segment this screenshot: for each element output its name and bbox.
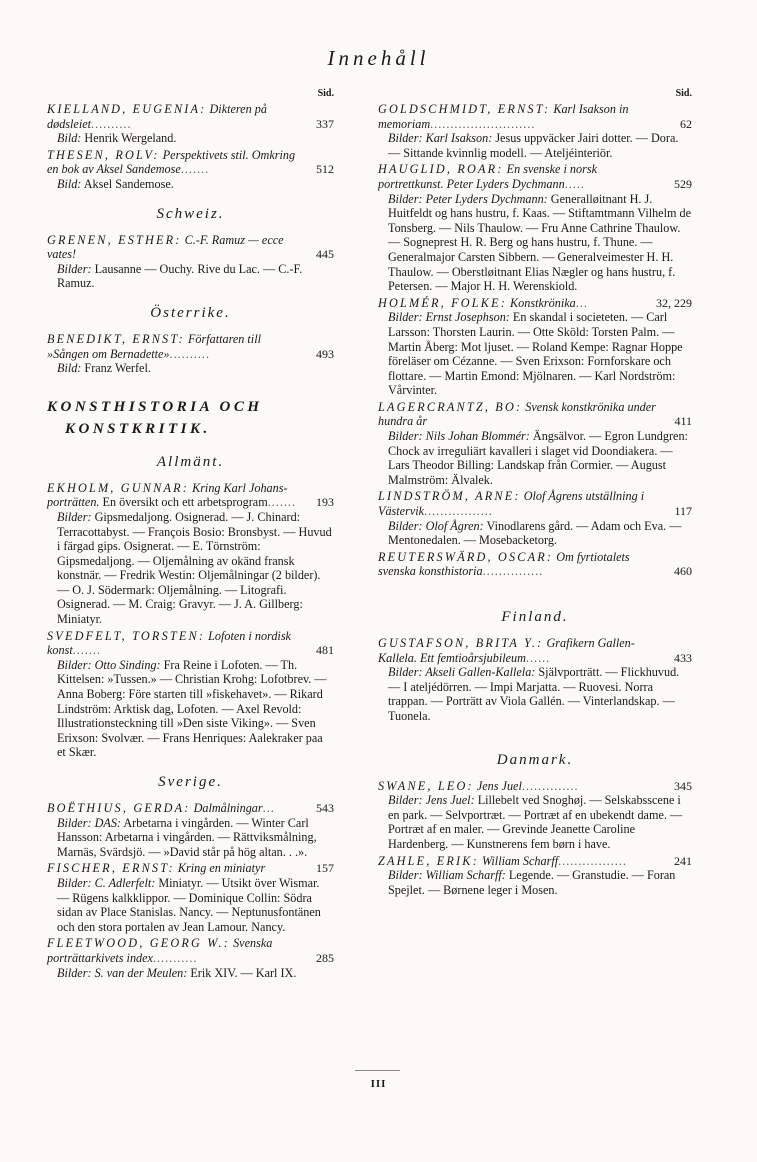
section-heading: Danmark.	[496, 751, 574, 768]
entry-author: KIELLAND, EUGENIA:	[47, 102, 207, 116]
entry-author: FISCHER, ERNST:	[47, 861, 175, 876]
entry-details: Gipsmedaljong. Osignerad. — J. Chinard: Terracottabyst. — François Bosio: Bronsbyst. — Huvud i färgad gips. Osignerat. — E. Törnström: Gipsmedaljong. — Oljemålning av okänd fransk konstnär. — Fredrik Westin: Oljemålningar (2 bilder). — O. J. Södermark: Oljemålning. — Litografi. Osignerad. — M. Craig: Gravyr. — J. A. Gillberg: Miniatyr.	[57, 509, 332, 627]
entry-details: Franz Werfel.	[84, 361, 151, 376]
entry-page: 529	[674, 176, 692, 191]
toc-entry	[47, 861, 334, 934]
toc-entry: SVEDFELT, TORSTEN: Lofoten i nordisk konst....... 481 Bilder: Otto Sinding: Fra Reine i Lofoten. — Th. Kittelsen: »Tussen.» — Christian Krohg: Lofotbrev. — Anna Boberg: Före starten till »fiskehavet». — Rikard Lindström: Arktisk dag, Lofoten. — Axel Revold: Illustrationsteckning till »Den siste Viking». — Sven Erixson: Svolvær. — Frans Henriques: Aalekraker paa et Skær.	[47, 628, 334, 760]
right-column	[378, 88, 692, 897]
entry-author: LINDSTRÖM, ARNE:	[378, 489, 521, 504]
entry-page: 445	[316, 247, 334, 262]
sid-label: Sid.	[317, 88, 334, 99]
entry-details: En skandal i societeten. — Carl Larsson: Thorsten Laurin. — Otte Sköld: Torsten Palm. — Martin Åberg: Mot ljuset. — Roland Kempe: Ragnar Hoppe föreläser om Cézanne. — Sven Erixson: Fornforskare och flottare. — Martin Emond: Mjölnaren. — Karl Nordström: Vårvinter.	[388, 310, 683, 398]
entry-author: GRENEN, ESTHER:	[47, 232, 182, 247]
toc-entry: EKHOLM, GUNNAR: Kring Karl Johans-porträtten. En översikt och ett arbetsprogram....... 193 Bilder: Gipsmedaljong. Osignerad. — J. Chinard: Terracottabyst. — François Bosio: Bronsbyst. — Huvud i färgad gips. Osignerat. — E. Törnström: Gipsmedaljong. — Oljemålning av okänd fransk konstnär. — Fredrik Westin: Oljemålningar (2 bilder). — O. J. Södermark: Oljemålning. — Litografi. Osignerad. — M. Craig: Gravyr. — J. A. Gillberg: Miniatyr.	[47, 480, 334, 627]
entry-page: 345	[674, 778, 692, 793]
entry-page: 62	[680, 116, 692, 131]
entry-work: William Scharff	[481, 853, 559, 868]
entry-work: Om fyrtiotalets svenska konsthistoria	[378, 549, 630, 579]
entry-label: Bilder: DAS:	[57, 815, 121, 830]
entry-author: GOLDSCHMIDT, ERNST:	[378, 102, 551, 116]
entry-details: Självporträtt. — Flickhuvud. — I ateljédörren. — Impi Marjatta. — Ruovesi. Norra trappan. — Porträtt av Viola Gallén. — Vinterlandskap. — Tuonela.	[388, 665, 680, 723]
entry-page: 241	[674, 853, 692, 868]
entry-label: Bilder: Peter Lyders Dychmann:	[388, 191, 548, 206]
entry-work-extra: En översikt och ett arbetsprogram	[99, 495, 268, 510]
entry-author: HAUGLID, ROAR:	[378, 162, 504, 177]
entry-label: Bilder: Karl Isakson:	[388, 131, 493, 146]
entry-work: Svenska porträttarkivets index	[47, 936, 273, 965]
entry-author: REUTERSWÄRD, OSCAR:	[378, 549, 554, 564]
section-heading: Sverige.	[158, 774, 223, 790]
entry-details: Miniatyr. — Utsikt över Wismar. — Rügens kalkklippor. — Dominique Collin: Södra sidan av Place Stanislas. Nancy. — Neptunusfontänen och den stora portalen av Jean Lamour. Nancy.	[57, 875, 321, 934]
entry-details: Lausanne — Ouchy. Rive du Lac. — C.-F. Ramuz.	[57, 261, 303, 291]
entry-details: Vinodlarens gård. — Adam och Eva. — Mentonedalen. — Mosebacketorg.	[388, 518, 682, 548]
toc-entry: BENEDIKT, ERNST: Författaren till »Sången om Bernadette».......... 493 Bild: Franz Werfel.	[47, 331, 334, 376]
folio-rule	[355, 1070, 400, 1071]
toc-entry	[47, 233, 334, 291]
entry-work: Kring en miniatyr	[177, 861, 266, 876]
entry-work: Karl Isakson in memoriam	[378, 102, 629, 131]
page-title: Innehåll	[327, 46, 430, 70]
entry-work: Jens Juel	[476, 778, 522, 793]
entry-author: FLEETWOOD, GEORG W.:	[47, 936, 231, 951]
main-heading-line2: KONSTKRITIK.	[65, 420, 211, 437]
entry-details: Jesus uppväcker Jairi dotter. — Dora. — Sittande kvinnlig modell. — Ateljéinteriör.	[388, 131, 679, 160]
entry-page: 493	[316, 346, 334, 361]
entry-details: Arbetarna i vingården. — Winter Carl Hansson: Arbetarna i vingården. — Rättviksmålning, Marnäs, Svärdsjö. — »David står på hög altan. . .».	[57, 815, 317, 859]
toc-entry: KIELLAND, EUGENIA: Dikteren på dødsleiet.......... 337 Bild: Henrik Wergeland.	[47, 102, 334, 146]
entry-author: SVEDFELT, TORSTEN:	[47, 628, 206, 643]
entry-label: Bilder:	[57, 509, 92, 524]
toc-entry: GOLDSCHMIDT, ERNST: Karl Isakson in memoriam.......................... 62 Bilder: Karl Isakson: Jesus uppväcker Jairi dotter. — Dora. — Sittande kvinnlig modell. — Ateljéinteriör.	[378, 102, 692, 160]
entry-work: Lofoten i nordisk konst	[47, 628, 291, 658]
entry-author: BENEDIKT, ERNST:	[47, 331, 185, 346]
entry-work: En svenske i norsk portrettkunst. Peter Lyders Dychmann	[378, 162, 597, 191]
entry-page: 512	[316, 162, 334, 177]
entry-page: 117	[674, 504, 692, 519]
entry-author: SWANE, LEO:	[378, 778, 474, 793]
entry-details: Lillebelt ved Snoghøj. — Selskabsscene i en park. — Selvportræt. — Portræt af en ubekendt dame. — Portræt af en maler. — Grevinde Jeanette Caroline Hardenberg. — Kunstnerens fem børn i have.	[388, 793, 683, 851]
page-number: III	[370, 1078, 387, 1090]
entry-label: Bild:	[57, 361, 82, 376]
entry-label: Bilder: Otto Sinding:	[57, 657, 161, 672]
entry-details: Ängsälvor. — Egron Lundgren: Chock av irreguliärt kavalleri i slaget vid Doondiakera. — Lars Theodor Billing: Landskap från Cormier. — August Malmström: Älvalek.	[388, 429, 688, 487]
toc-entry: GUSTAFSON, BRITA Y.: Grafikern Gallen-Kallela. Ett femtioårsjubileum...... 433 Bilder: Akseli Gallen-Kallela: Självporträtt. — Flickhuvud. — I ateljédörren. — Impi Marjatta. — Ruovesi. Norra trappan. — Porträtt av Viola Gallén. — Vinterlandskap. — Tuonela.	[378, 636, 692, 723]
entry-page: 411	[674, 414, 692, 429]
toc-entry: REUTERSWÄRD, OSCAR: Om fyrtiotalets svenska konsthistoria............... 460	[378, 549, 692, 579]
toc-entry: THESEN, ROLV: Perspektivets stil. Omkring en bok av Aksel Sandemose....... 512 Bild: Aksel Sandemose.	[47, 147, 334, 191]
entry-author: GUSTAFSON, BRITA Y.:	[378, 636, 544, 650]
entry-page: 433	[674, 650, 692, 665]
entry-work: Olof Ågrens utställning i Västervik	[378, 489, 645, 519]
entry-label: Bilder: Jens Juel:	[388, 793, 475, 808]
entry-label: Bilder: Akseli Gallen-Kallela:	[388, 665, 536, 680]
entry-details: Henrik Wergeland.	[84, 131, 177, 146]
section-heading: Finland.	[501, 609, 569, 625]
entry-work: Perspektivets stil. Omkring en bok av Aksel Sandemose	[47, 147, 296, 177]
main-heading-line1: KONSTHISTORIA OCH	[47, 398, 263, 415]
entry-author: ZAHLE, ERIK:	[378, 853, 479, 868]
entry-author: LAGERCRANTZ, BO:	[378, 399, 523, 414]
toc-entry	[378, 400, 692, 488]
entry-label: Bild:	[57, 176, 82, 191]
entry-details: Fra Reine i Lofoten. — Th. Kittelsen: »Tussen.» — Christian Krohg: Lofotbrev. — Anna Boberg: Före starten till »fiskehavet». — Rikard Lindström: Arktisk dag, Lofoten. — Axel Revold: Illustrationsteckning till »Den siste Viking». — Sven Erixson: Svolvær. — Frans Henriques: Aalekraker paa et Skær.	[57, 657, 327, 760]
entry-label: Bilder:	[57, 261, 92, 276]
entry-author: BOËTHIUS, GERDA:	[47, 801, 191, 815]
entry-details: Aksel Sandemose.	[83, 176, 174, 191]
entry-label: Bild:	[57, 131, 82, 146]
toc-entry: LINDSTRÖM, ARNE: Olof Ågrens utställning i Västervik................. 117 Bilder: Olof Ågren: Vinodlarens gård. — Adam och Eva. — Mentonedalen. — Mosebacketorg.	[378, 489, 692, 548]
toc-entry: HOLMÉR, FOLKE: Konstkrönika... 32, 229 Bilder: Ernst Josephson: En skandal i societeten. — Carl Larsson: Thorsten Laurin. — Otte Sköld: Torsten Palm. — Martin Åberg: Mot ljuset. — Roland Kempe: Ragnar Hoppe föreläser om Cézanne. — Sven Erixson: Fornforskare och flottare. — Martin Emond: Mjölnaren. — Karl Nordström: Vårvinter.	[378, 295, 692, 398]
entry-label: Bilder: C. Adlerfelt:	[57, 875, 156, 890]
toc-entry: HAUGLID, ROAR: En svenske i norsk portrettkunst. Peter Lyders Dychmann..... 529 Bilder: Peter Lyders Dychmann: Generalløitnant H. J. Huitfeldt og hans hustru, f. Kaas. — Stiftamtmann Vilhelm de Tonsberg. — Nils Thaulow. — Fru Anne Cathrine Thaulow. — Sogneprest H. R. Berg og hans hustru, f. Thune. — Generalmajor Carsten Sibbern. — Generalveimester H. H. Thaulow. — Oberstløitnant Elias Nægler og hans hustru, f. Petersen. — Major H. H. Werenskiold.	[378, 162, 692, 294]
entry-page: 285	[316, 950, 334, 965]
section-heading: Allmänt.	[156, 453, 225, 470]
entry-page: 337	[316, 116, 334, 131]
toc-entry: SWANE, LEO: Jens Juel.............. 345 Bilder: Jens Juel: Lillebelt ved Snoghøj. — Selskabsscene i en park. — Selvportræt. — Portræt af en ubekendt dame. — Portræt af en maler. — Grevinde Jeanette Caroline Hardenberg. — Kunstnerens fem børn i have.	[378, 778, 692, 851]
entry-label: Bilder: S. van der Meulen:	[57, 965, 188, 980]
sid-label: Sid.	[675, 88, 692, 99]
entry-label: Bilder: William Scharff:	[388, 868, 506, 883]
entry-work: Konstkrönika	[510, 295, 576, 310]
entry-page: 543	[316, 801, 334, 815]
entry-details: Legende. — Granstudie. — Foran Spejlet. — Børnene leger i Mosen.	[388, 868, 676, 897]
entry-author: EKHOLM, GUNNAR:	[47, 480, 190, 495]
entry-author: THESEN, ROLV:	[47, 147, 160, 162]
toc-entry: BOËTHIUS, GERDA: Dalmålningar... 543 Bilder: DAS: Arbetarna i vingården. — Winter Carl Hansson: Arbetarna i vingården. — Rättviksmålning, Marnäs, Svärdsjö. — »David står på hög altan. . .».	[47, 801, 334, 859]
entry-label: Bilder: Nils Johan Blommér:	[388, 429, 530, 444]
entry-work: Svensk konstkrönika under hundra år	[378, 399, 656, 429]
entry-work: Grafikern Gallen-Kallela. Ett femtioårsjubileum	[378, 636, 635, 665]
left-column	[47, 88, 334, 980]
entry-work: C.-F. Ramuz — ecce vates!	[47, 232, 284, 262]
main-heading	[47, 396, 334, 440]
entry-details: Erik XIV. — Karl IX.	[190, 965, 297, 980]
entry-page: 157	[316, 861, 334, 876]
entry-work: Författaren till »Sången om Bernadette»	[47, 331, 261, 361]
entry-page: 460	[674, 564, 692, 579]
entry-details: Generalløitnant H. J. Huitfeldt og hans hustru, f. Kaas. — Stiftamtmann Vilhelm de Tonsberg. — Nils Thaulow. — Fru Anne Cathrine Thaulow. — Sogneprest H. R. Berg og hans hustru, f. Thune. — Generalmajor Carsten Sibbern. — Generalveimester H. H. Thaulow. — Oberstløitnant Elias Nægler og hans hustru, f. Petersen. — Major H. H. Werenskiold.	[388, 191, 692, 294]
entry-label: Bilder: Ernst Josephson:	[388, 310, 510, 325]
entry-work: Kring Karl Johans-porträtten.	[47, 480, 288, 510]
entry-author: HOLMÉR, FOLKE:	[378, 295, 507, 310]
entry-page: 193	[316, 495, 334, 510]
entry-label: Bilder: Olof Ågren:	[388, 518, 484, 533]
section-heading: Österrike.	[150, 304, 231, 321]
entry-work: Dikteren på dødsleiet	[47, 102, 267, 131]
section-heading: Schweiz.	[156, 205, 225, 222]
entry-page: 32, 229	[656, 295, 692, 310]
entry-page: 481	[316, 643, 334, 658]
entry-work: Dalmålningar	[193, 801, 263, 815]
toc-entry: FLEETWOOD, GEORG W.: Svenska porträttarkivets index........... 285 Bilder: S. van der Meulen: Erik XIV. — Karl IX.	[47, 936, 334, 980]
toc-entry: ZAHLE, ERIK: William Scharff................. 241 Bilder: William Scharff: Legende. — Granstudie. — Foran Spejlet. — Børnene leger i Mosen.	[378, 853, 692, 897]
